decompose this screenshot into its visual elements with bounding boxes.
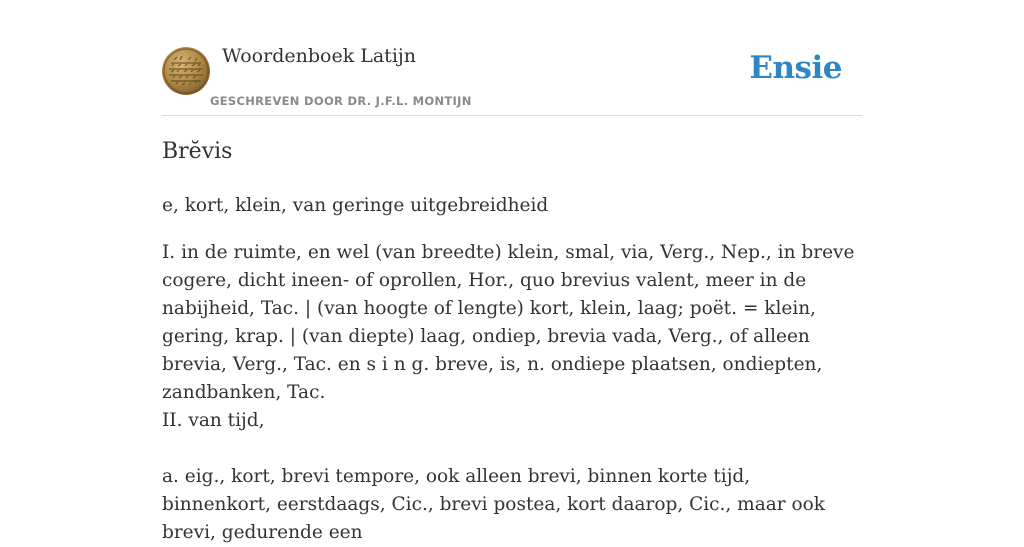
entry-paragraph: I. in de ruimte, en wel (van breedte) klein, smal, via, Verg., Nep., in breve cogere, dicht ineen- of oprollen, Hor., quo brevius valent, meer in de nabijheid, Tac. | (van hoogte of lengte) kort, klein, laag; poët. = klein, gering, krap. | (van diepte) laag, ondiep, brevia vada, Verg., of alleen brevia, Verg., Tac. en s i n g. breve, is, n. ondiepe plaatsen, ondiepten, zandbanken, Tac. bbox=[162, 242, 855, 403]
entry-paragraph: e, kort, klein, van geringe uitgebreidheid bbox=[162, 195, 549, 216]
entry-paragraph: a. eig., kort, brevi tempore, ook alleen brevi, binnen korte tijd, binnenkort, eerstdaags, Cic., brevi postea, kort daarop, Cic., maar ook brevi, gedurende een bbox=[162, 466, 825, 543]
site-header bbox=[162, 0, 862, 116]
roman-coin-icon[interactable] bbox=[162, 47, 210, 95]
entry-lemma: Brĕvis bbox=[162, 139, 233, 164]
dictionary-title[interactable]: Woordenboek Latijn bbox=[222, 45, 417, 67]
entry-paragraph: II. van tijd, bbox=[162, 410, 265, 431]
author-byline: GESCHREVEN DOOR DR. J.F.L. MONTIJN bbox=[210, 94, 472, 108]
brand-logo[interactable]: Ensie bbox=[749, 50, 842, 86]
page bbox=[162, 0, 862, 543]
